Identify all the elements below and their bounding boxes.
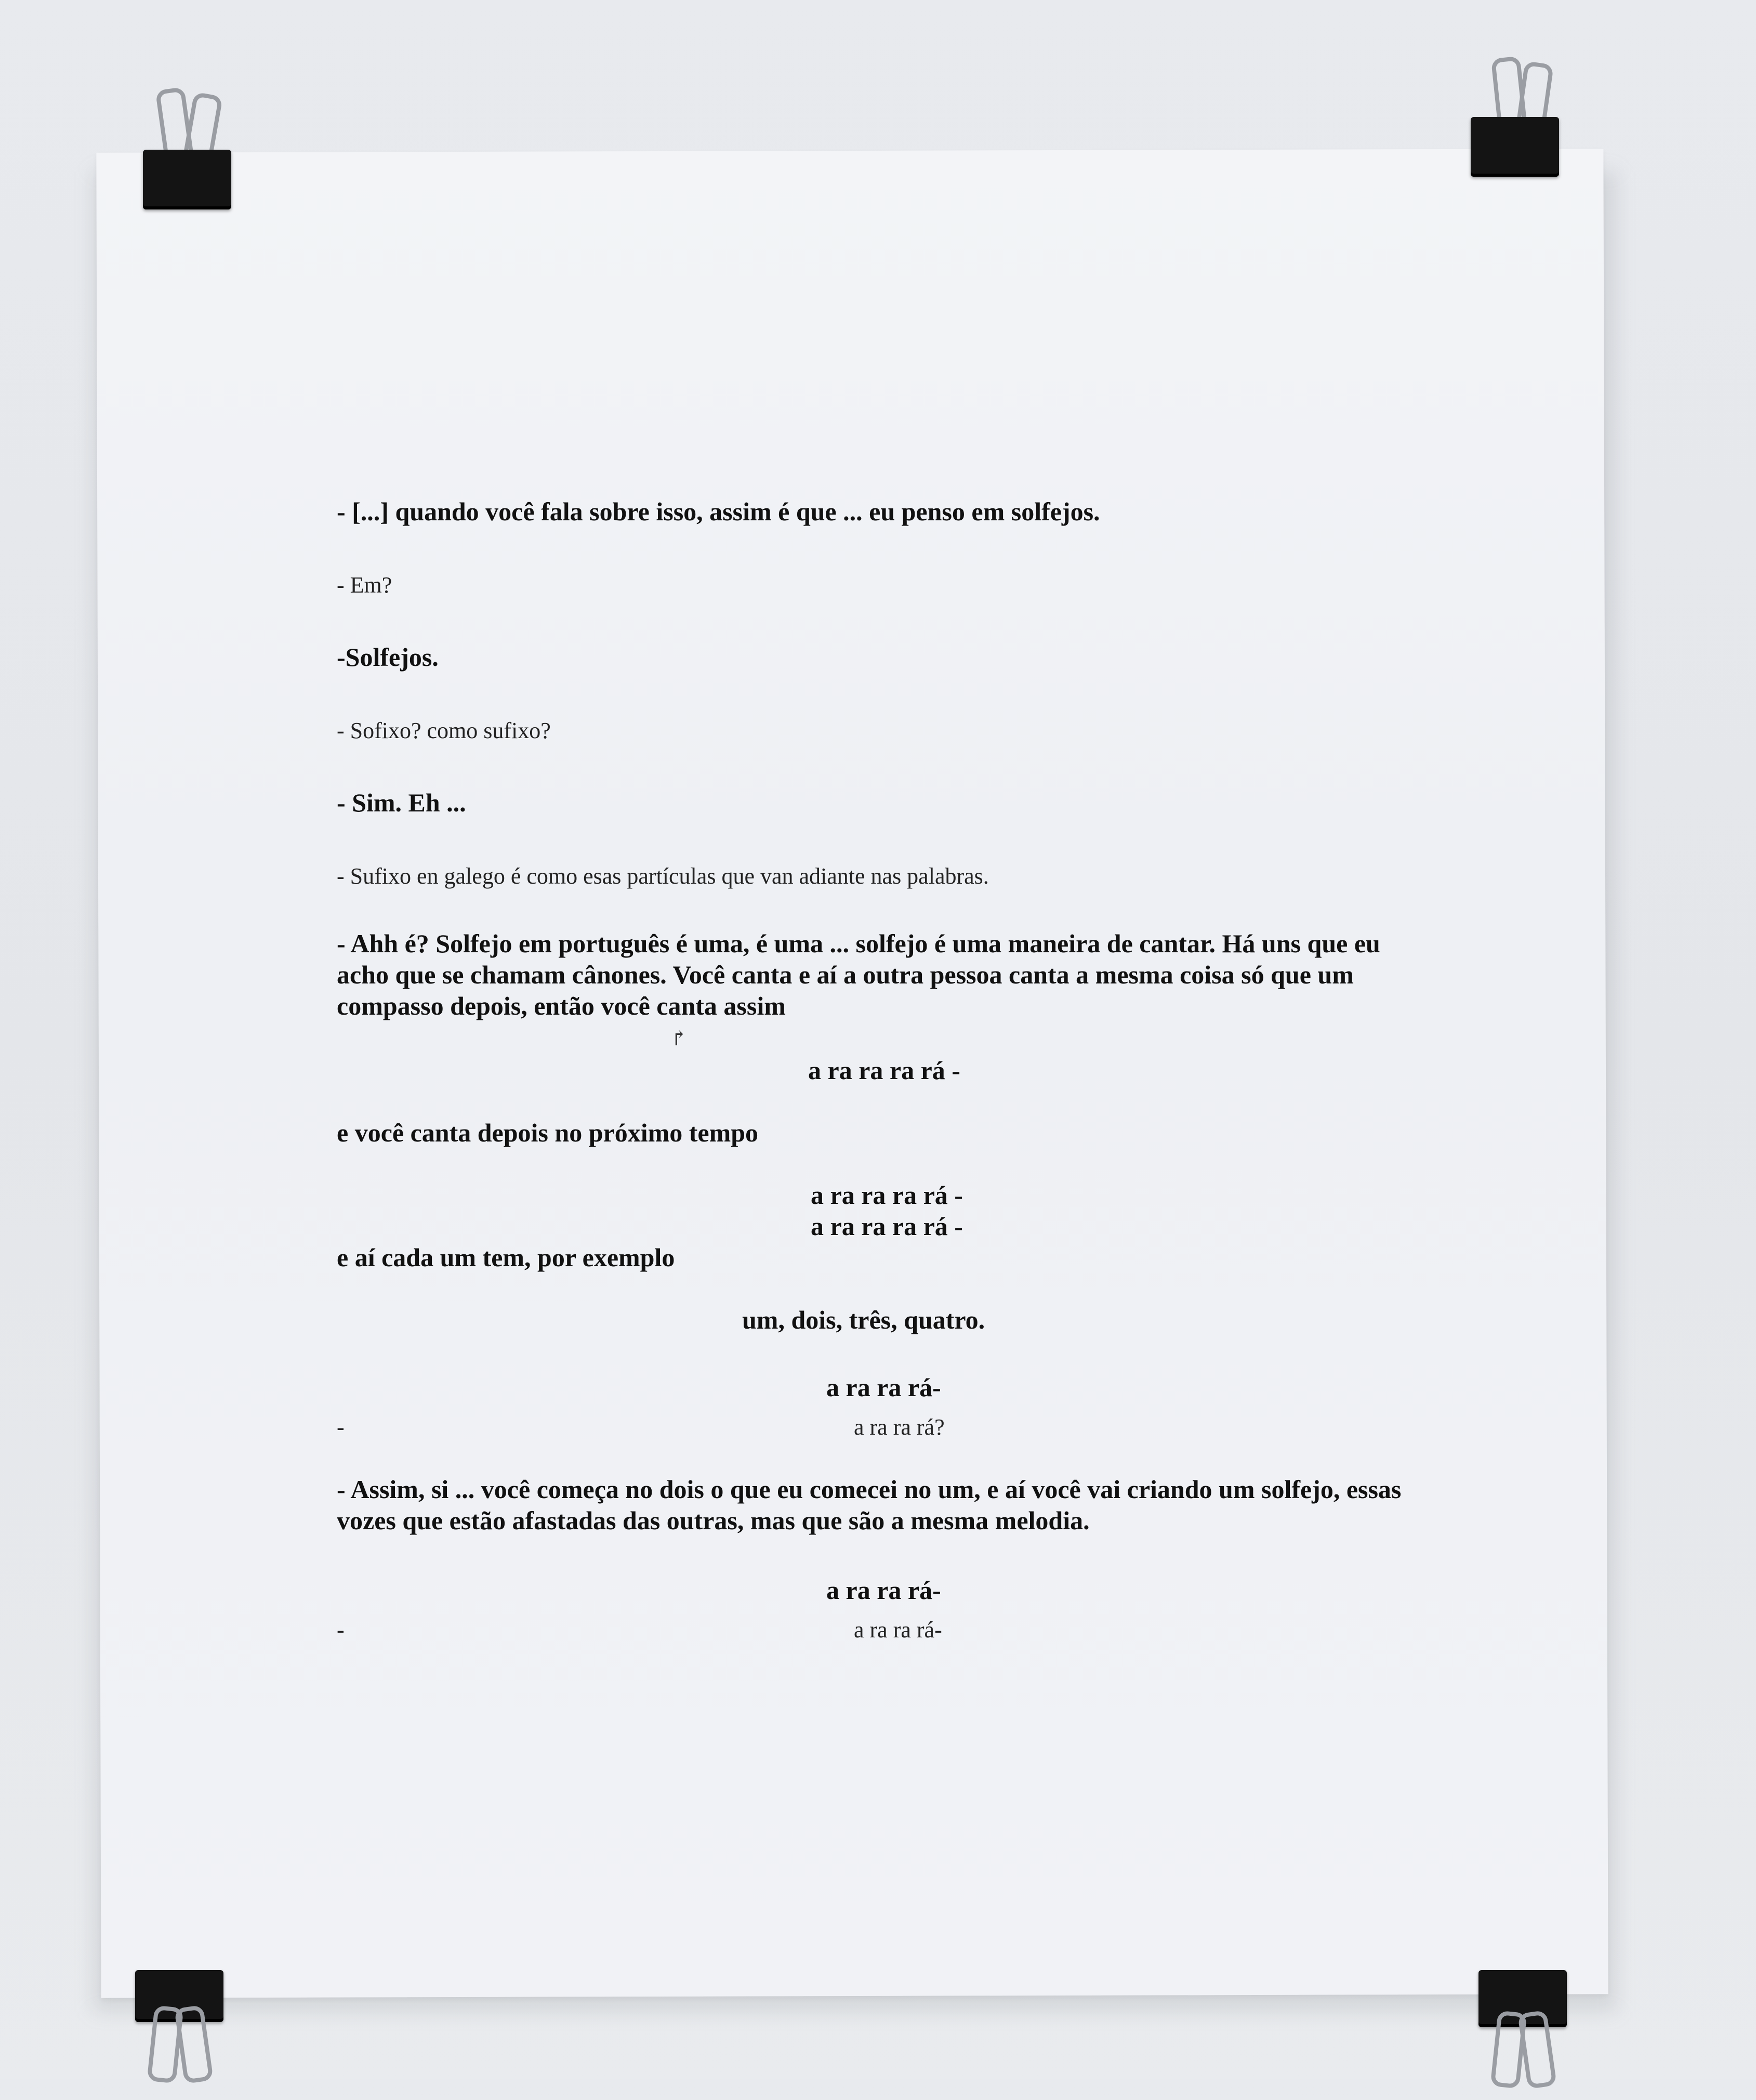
dialogue-line: e aí cada um tem, por exemplo [337,1243,675,1272]
sung-line: a ra ra rá- [854,1617,942,1643]
sung-line: a ra ra rá- [826,1373,941,1402]
dialogue-line: - [...] quando você fala sobre isso, assim é que ... eu penso em solfejos. [337,497,1100,526]
dialogue-line: e você canta depois no próximo tempo [337,1118,759,1147]
sung-line: a ra ra ra rá - [808,1056,960,1085]
dialogue-paragraph: - Ahh é? Solfejo em português é uma, é uma ... solfejo é uma maneira de cantar. Há uns que eu acho que se chamam cânones. Você canta e aí a outra pessoa canta a mesma coisa só que um compasso depois, então você canta assim [337,929,1380,1020]
dialogue-dash: - [337,1617,345,1643]
dialogue-line: - Sofixo? como sufixo? [337,718,551,743]
dialogue-line: - Sim. Eh ... [337,788,466,817]
binder-clip-bottom-right [1473,1965,1572,2100]
dialogue-dash: - [337,1414,345,1440]
dialogue-line: -Solfejos. [337,642,439,672]
sung-line: a ra ra rá- [826,1576,941,1605]
dialogue-line: - Sufixo en galego é como esas partículas que van adiante nas palabras. [337,863,989,889]
sung-line: a ra ra ra rá - [811,1180,963,1210]
sung-line: a ra ra ra rá - [811,1212,963,1241]
cursor-icon: ↱ [670,1027,688,1051]
dialogue-paragraph: - Assim, si ... você começa no dois o que eu comecei no um, e aí você vai criando um solfejo, essas vozes que estão afastadas das outras, mas que são a mesma melodia. [337,1475,1402,1535]
binder-clip-bottom-left [130,1965,229,2100]
counting-line: um, dois, três, quatro. [742,1305,985,1334]
sung-line: a ra ra rá? [854,1414,945,1440]
binder-clip-top-left [138,88,236,224]
dialogue-line: - Em? [337,572,392,598]
binder-clip-top-right [1465,57,1564,192]
